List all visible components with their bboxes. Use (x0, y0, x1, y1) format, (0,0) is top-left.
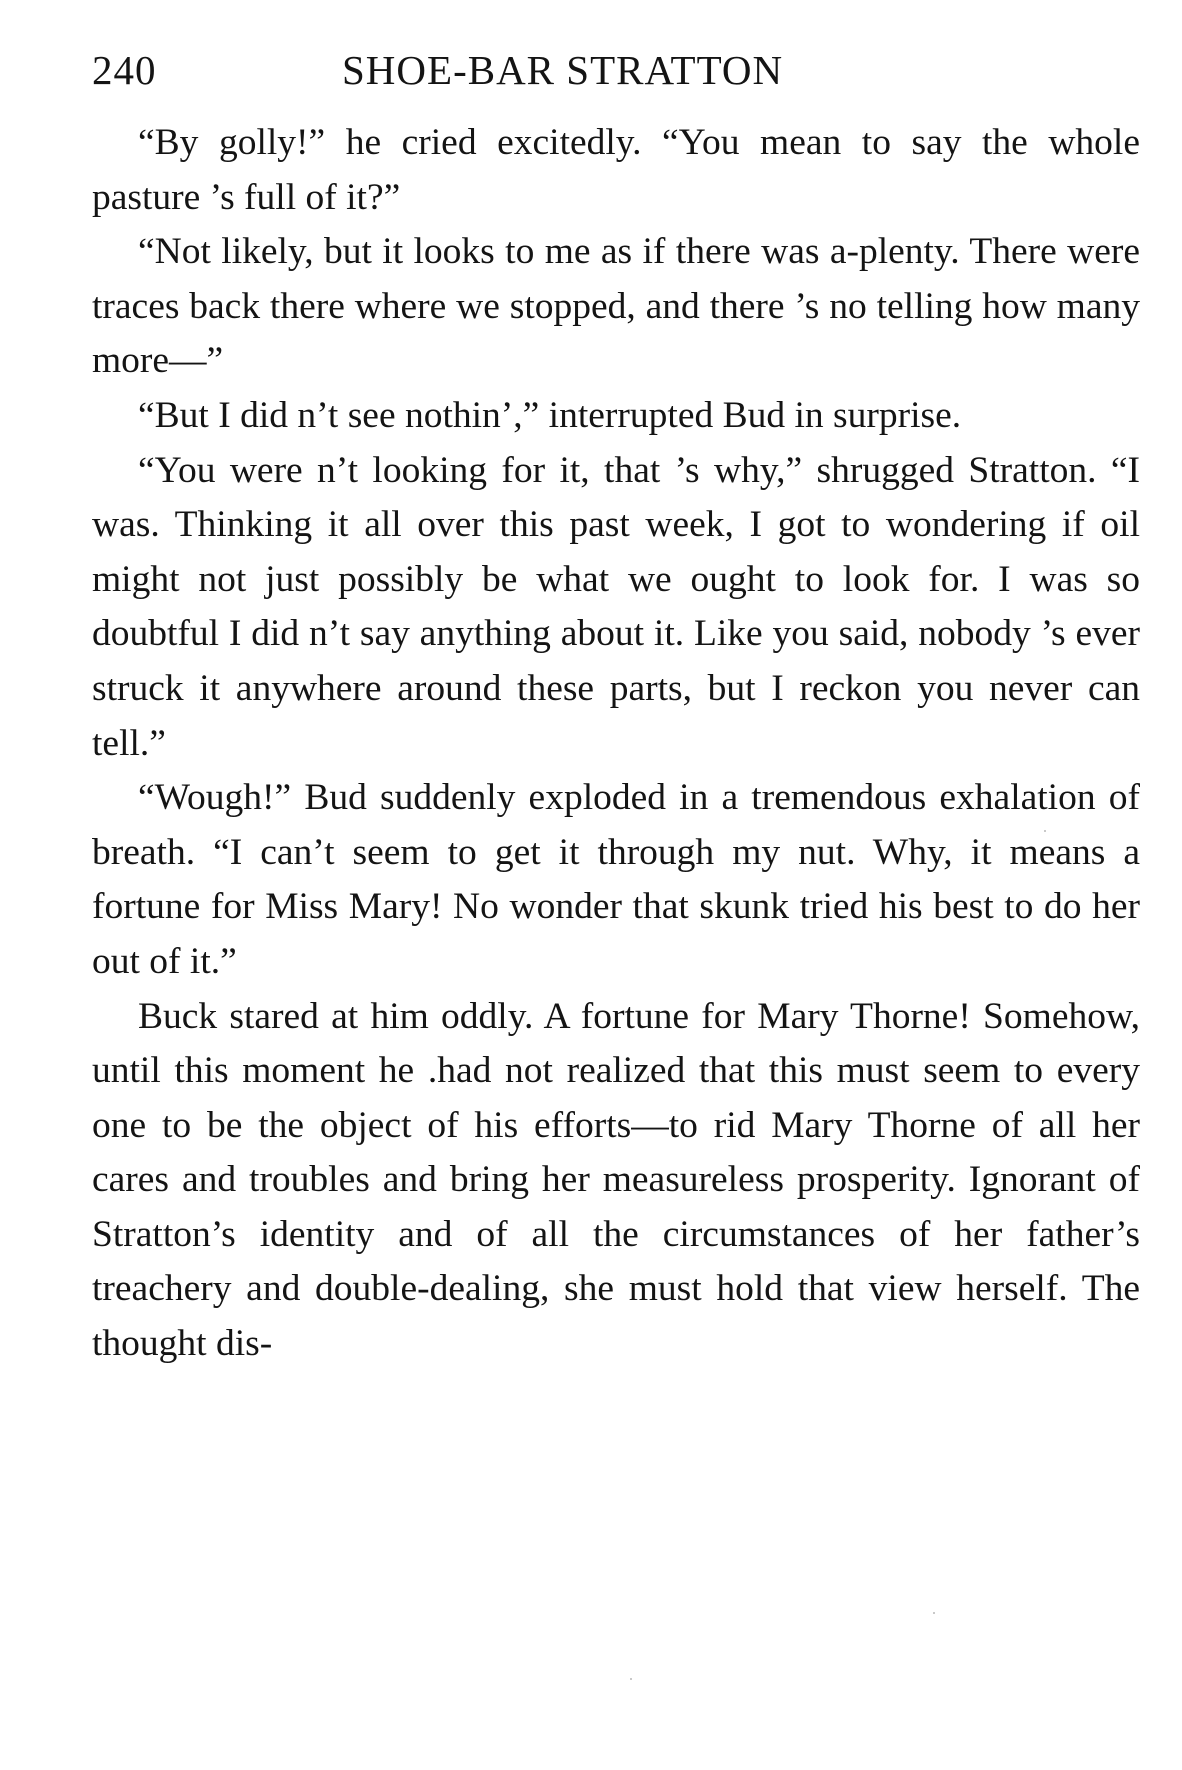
paragraph: “You were n’t looking for it, that ’s why,” shrugged Stratton. “I was. Thinking it all over this past week, I got to wondering if oil might not just possibly be what we ought to look for. I was so doubtful I did n’t say anything about it. Like you said, nobody ’s ever struck it anywhere around these parts, but I reckon you never can tell.” (92, 449, 1140, 764)
paper-speck (1044, 830, 1046, 832)
paragraph: “Wough!” Bud suddenly exploded in a tremendous exhalation of breath. “I can’t seem to get it through my nut. Why, it means a fortune for Miss Mary! No wonder that skunk tried his best to do her out of it.” (92, 777, 1140, 982)
body-text (92, 116, 1140, 1372)
paper-speck (933, 1612, 935, 1614)
paper-speck (630, 1678, 632, 1680)
page-number: 240 (92, 47, 157, 93)
paragraph: “Not likely, but it looks to me as if there was a-plenty. There were traces back there where we stopped, and there ’s no telling how many more—” (92, 231, 1140, 382)
paragraph: “But I did n’t see nothin’,” interrupted Bud in surprise. (138, 394, 962, 436)
running-head (92, 40, 1140, 100)
running-title: SHOE-BAR STRATTON (342, 47, 784, 93)
paragraph: “By golly!” he cried excitedly. “You mean to say the whole pasture ’s full of it?” (92, 122, 1140, 218)
paragraph: Buck stared at him oddly. A fortune for Mary Thorne! Somehow, until this moment he .had not realized that this must seem to every one to be the object of his efforts—to rid Mary Thorne of all her cares and troubles and bring her measureless prosperity. Ignorant of Stratton’s identity and of all the circumstances of her father’s treachery and double-dealing, she must hold that view herself. The thought dis- (92, 995, 1140, 1365)
